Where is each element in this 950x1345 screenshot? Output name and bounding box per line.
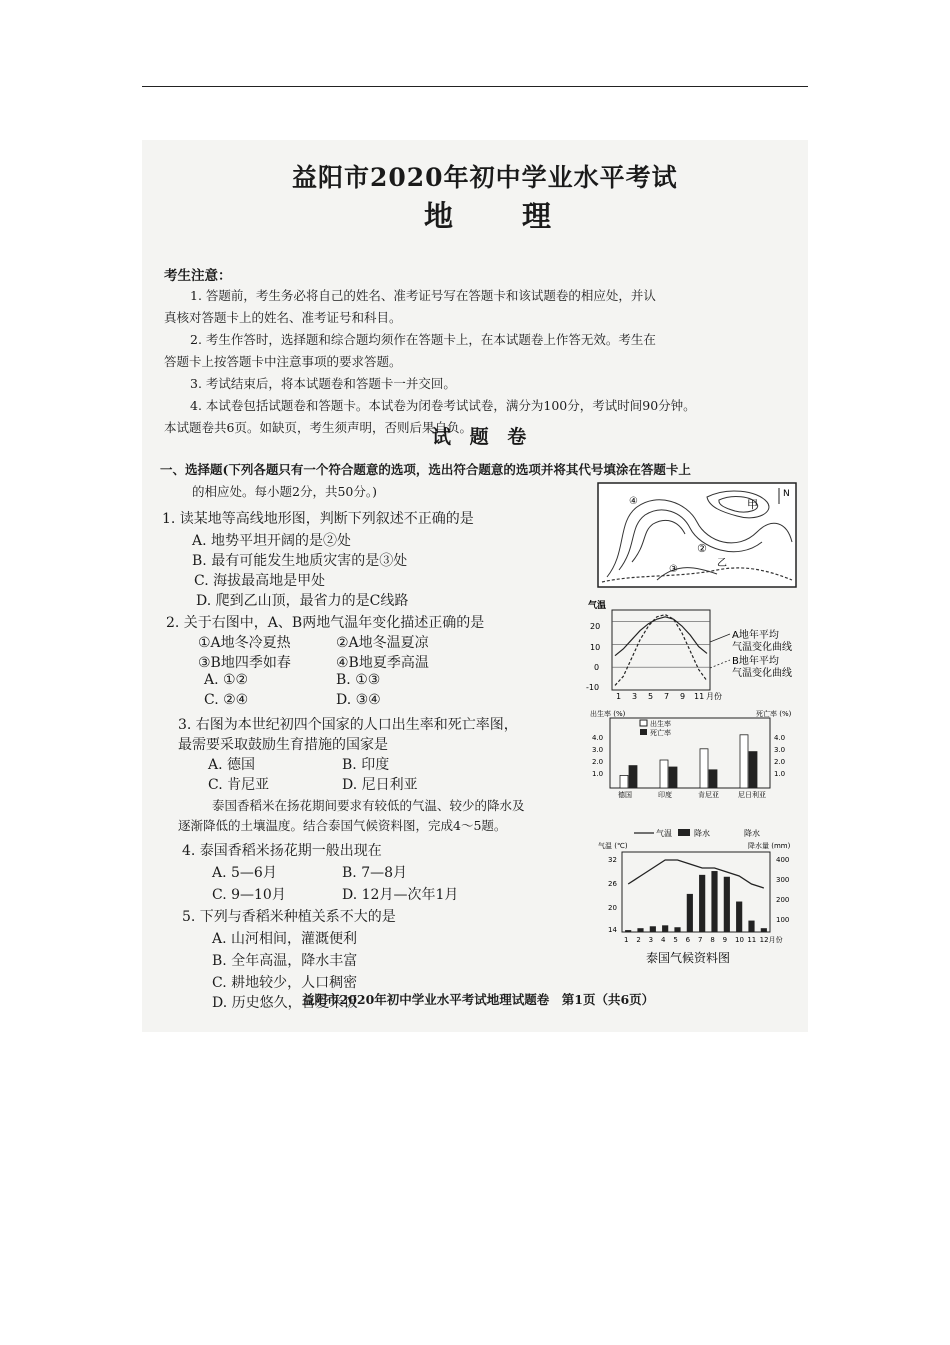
north-label: N	[783, 489, 790, 499]
legend-temp-label: 气温	[656, 829, 672, 838]
notice-line: 3. 考试结束后，将本试题卷和答题卡一并交回。	[190, 376, 456, 391]
birth-rate-bar	[700, 749, 708, 788]
question-2-statement-1: ①A地冬冷夏热	[198, 635, 291, 651]
birth-rate-bar	[620, 775, 628, 788]
month-label: 12月份	[759, 936, 783, 944]
plot-frame	[612, 610, 710, 690]
precipitation-bar	[699, 875, 705, 932]
legend-birth-swatch	[640, 720, 647, 726]
death-rate-axis-label: 死亡率 (%)	[756, 710, 792, 718]
month-label: 3	[648, 936, 654, 944]
question-5-option-b: B. 全年高温，降水丰富	[212, 953, 358, 969]
exam-title: 益阳市2020年初中学业水平考试	[292, 163, 678, 192]
y-left-tick: 20	[608, 904, 617, 912]
precipitation-bar	[711, 871, 717, 932]
y-tick-label: -10	[586, 683, 600, 692]
exam-sheet	[142, 140, 808, 1032]
notice-line: 1. 答题前，考生务必将自己的姓名、准考证号写在答题卡和该试题卷的相应处，并认	[190, 288, 656, 303]
series-a-line	[615, 617, 707, 656]
thailand-climate-chart	[598, 826, 804, 966]
plot-frame	[622, 852, 770, 932]
category-label: 尼日利亚	[738, 791, 766, 799]
question-1-option-d: D. 爬到乙山顶，最省力的是C线路	[196, 593, 409, 609]
question-3-option-a: A. 德国	[208, 757, 256, 773]
month-label: 9	[722, 936, 728, 944]
question-5-option-c: C. 耕地较少，人口稠密	[212, 975, 358, 991]
y-right-tick: 400	[776, 856, 790, 864]
legend-death-label: 死亡率	[650, 729, 671, 737]
precipitation-bar	[724, 877, 730, 932]
y-left-tick: 14	[608, 926, 617, 934]
question-1-option-b: B. 最有可能发生地质灾害的是③处	[192, 553, 408, 569]
label-two: ②	[697, 542, 707, 555]
question-4-option-a: A. 5—6月	[212, 865, 277, 881]
label-three: ③	[669, 564, 678, 575]
precipitation-bar	[625, 930, 631, 932]
series-b-line	[615, 615, 707, 686]
temperature-line	[628, 860, 764, 888]
category-label: 肯尼亚	[698, 791, 719, 799]
section-intro: 的相应处。每小题2分，共50分。)	[192, 484, 377, 499]
x-tick-label: 5	[648, 692, 654, 700]
question-4-option-b: B. 7—8月	[342, 865, 408, 881]
section-intro: 一、选择题(下列各题只有一个符合题意的选项，选出符合题意的选项并将其代号填涂在答题卡上	[160, 462, 691, 477]
precipitation-bar	[687, 894, 693, 932]
precipitation-bar	[761, 928, 767, 932]
precipitation-bar	[637, 928, 643, 932]
death-rate-bar	[749, 752, 757, 788]
notice-line: 答题卡上按答题卡中注意事项的要求答题。	[164, 354, 402, 369]
x-tick-label: 9	[680, 692, 686, 700]
question-2-statement-3: ③B地四季如春	[198, 655, 291, 671]
notice-line: 真核对答题卡上的姓名、准考证号和科目。	[164, 310, 402, 325]
label-four: ④	[629, 496, 638, 507]
subject-title: 地 理	[424, 199, 572, 233]
death-rate-bar	[629, 766, 637, 788]
climate-right-axis-label: 降水量 (mm)	[748, 842, 791, 850]
y-tick-label: 4.0	[592, 734, 604, 742]
label-yi: 乙	[717, 558, 727, 569]
temperature-chart	[586, 598, 808, 700]
question-1-stem: 1. 读某地等高线地形图，判断下列叙述不正确的是	[162, 511, 474, 527]
top-rule	[142, 86, 808, 87]
question-5-option-a: A. 山河相间，灌溉便利	[212, 931, 358, 947]
page-footer: 益阳市2020年初中学业水平考试地理试题卷 第1页（共6页）	[302, 992, 655, 1007]
question-2-statement-4: ④B地夏季高温	[336, 655, 429, 671]
x-tick-label: 月份	[706, 692, 722, 700]
legend-precip-swatch	[678, 829, 690, 836]
y-tick-label-right: 2.0	[774, 758, 786, 766]
y-tick-label-right: 4.0	[774, 734, 786, 742]
passage-line: 泰国香稻米在扬花期间要求有较低的气温、较少的降水及	[212, 798, 525, 813]
month-label: 2	[636, 936, 641, 944]
y-tick-label-right: 3.0	[774, 746, 786, 754]
x-tick-label: 7	[664, 692, 670, 700]
contour-map-figure	[597, 482, 797, 588]
x-tick-label: 3	[632, 692, 638, 700]
section-title: 试 题 卷	[432, 426, 533, 448]
question-2-option-b: B. ①③	[336, 672, 381, 688]
x-tick-label: 1	[616, 692, 622, 700]
month-label: 1	[624, 936, 629, 944]
y-left-tick: 32	[608, 856, 617, 864]
climate-chart-title: 泰国气候资料图	[646, 951, 731, 965]
climate-left-axis-label: 气温 (℃)	[598, 842, 628, 850]
month-label: 10	[735, 936, 744, 944]
y-right-tick: 100	[776, 916, 790, 924]
birth-death-rate-chart	[588, 706, 800, 802]
precipitation-bar	[674, 927, 680, 932]
notice-line: 4. 本试卷包括试题卷和答题卡。本试卷为闭卷考试试卷，满分为100分，考试时间90分钟。	[190, 398, 696, 413]
legend-a-line2: 气温变化曲线	[732, 642, 792, 653]
birth-rate-bar	[660, 760, 668, 788]
question-1-option-a: A. 地势平坦开阔的是②处	[192, 533, 352, 549]
category-label: 德国	[618, 791, 632, 799]
precipitation-bar	[736, 902, 742, 932]
month-label: 11	[747, 936, 757, 944]
legend-b-pointer	[710, 660, 730, 668]
category-label: 印度	[658, 791, 672, 799]
y-tick-label: 1.0	[592, 770, 604, 778]
passage-line: 逐渐降低的土壤温度。结合泰国气候资料图，完成4～5题。	[178, 818, 507, 833]
question-4-stem: 4. 泰国香稻米扬花期一般出现在	[182, 843, 382, 859]
precipitation-bar	[662, 925, 668, 932]
birth-rate-bar	[740, 735, 748, 788]
question-5-stem: 5. 下列与香稻米种植关系不大的是	[182, 909, 396, 925]
y-tick-label: 0	[594, 663, 600, 672]
legend-a-line1: A地年平均	[732, 630, 779, 641]
y-tick-label: 20	[590, 622, 601, 631]
legend-precip-label: 降水	[694, 829, 710, 838]
x-tick-label: 11	[694, 692, 705, 700]
question-3-option-b: B. 印度	[342, 757, 390, 773]
legend-death-swatch	[640, 729, 647, 735]
temperature-ylabel: 气温	[588, 601, 607, 611]
month-label: 8	[710, 936, 715, 944]
precipitation-bar	[748, 921, 754, 932]
notice-line: 本试题卷共6页。如缺页，考生须声明，否则后果自负。	[164, 420, 472, 435]
y-tick-label-right: 1.0	[774, 770, 786, 778]
question-3-stem: 3. 右图为本世纪初四个国家的人口出生率和死亡率图，	[178, 717, 518, 733]
notice-line: 2. 考生作答时，选择题和综合题均须作在答题卡上，在本试题卷上作答无效。考生在	[190, 332, 656, 347]
legend-precip-amount-label: 降水	[744, 829, 760, 838]
question-2-option-a: A. ①②	[204, 672, 249, 688]
question-3-option-c: C. 肯尼亚	[208, 777, 270, 793]
month-label: 7	[698, 936, 703, 944]
y-left-tick: 26	[608, 880, 617, 888]
birth-rate-axis-label: 出生率 (%)	[590, 710, 626, 718]
legend-a-pointer	[710, 634, 730, 642]
legend-b-line2: 气温变化曲线	[732, 668, 792, 679]
notice-heading: 考生注意：	[164, 268, 232, 284]
question-2-stem: 2. 关于右图中，A、B两地气温年变化描述正确的是	[166, 615, 485, 631]
y-tick-label: 3.0	[592, 746, 604, 754]
y-tick-label: 10	[590, 643, 601, 652]
question-3-stem-cont: 最需要采取鼓励生育措施的国家是	[178, 737, 388, 753]
month-label: 5	[673, 936, 678, 944]
question-2-option-d: D. ③④	[336, 692, 381, 708]
death-rate-bar	[709, 770, 717, 788]
question-5-option-d: D. 历史悠久，喜爱米饭	[212, 995, 358, 1011]
y-right-tick: 300	[776, 876, 790, 884]
month-label: 6	[685, 936, 691, 944]
label-jia: 甲	[747, 498, 758, 511]
y-right-tick: 200	[776, 896, 790, 904]
y-tick-label: 2.0	[592, 758, 604, 766]
death-rate-bar	[669, 767, 677, 788]
legend-birth-label: 出生率	[650, 720, 671, 728]
question-3-option-d: D. 尼日利亚	[342, 777, 418, 793]
legend-b-line1: B地年平均	[732, 656, 779, 667]
precipitation-bar	[650, 926, 656, 932]
month-label: 4	[661, 936, 666, 944]
question-4-option-d: D. 12月—次年1月	[342, 887, 459, 903]
question-1-option-c: C. 海拔最高地是甲处	[194, 573, 326, 589]
question-2-option-c: C. ②④	[204, 692, 249, 708]
question-4-option-c: C. 9—10月	[212, 887, 286, 903]
question-2-statement-2: ②A地冬温夏凉	[336, 635, 429, 651]
